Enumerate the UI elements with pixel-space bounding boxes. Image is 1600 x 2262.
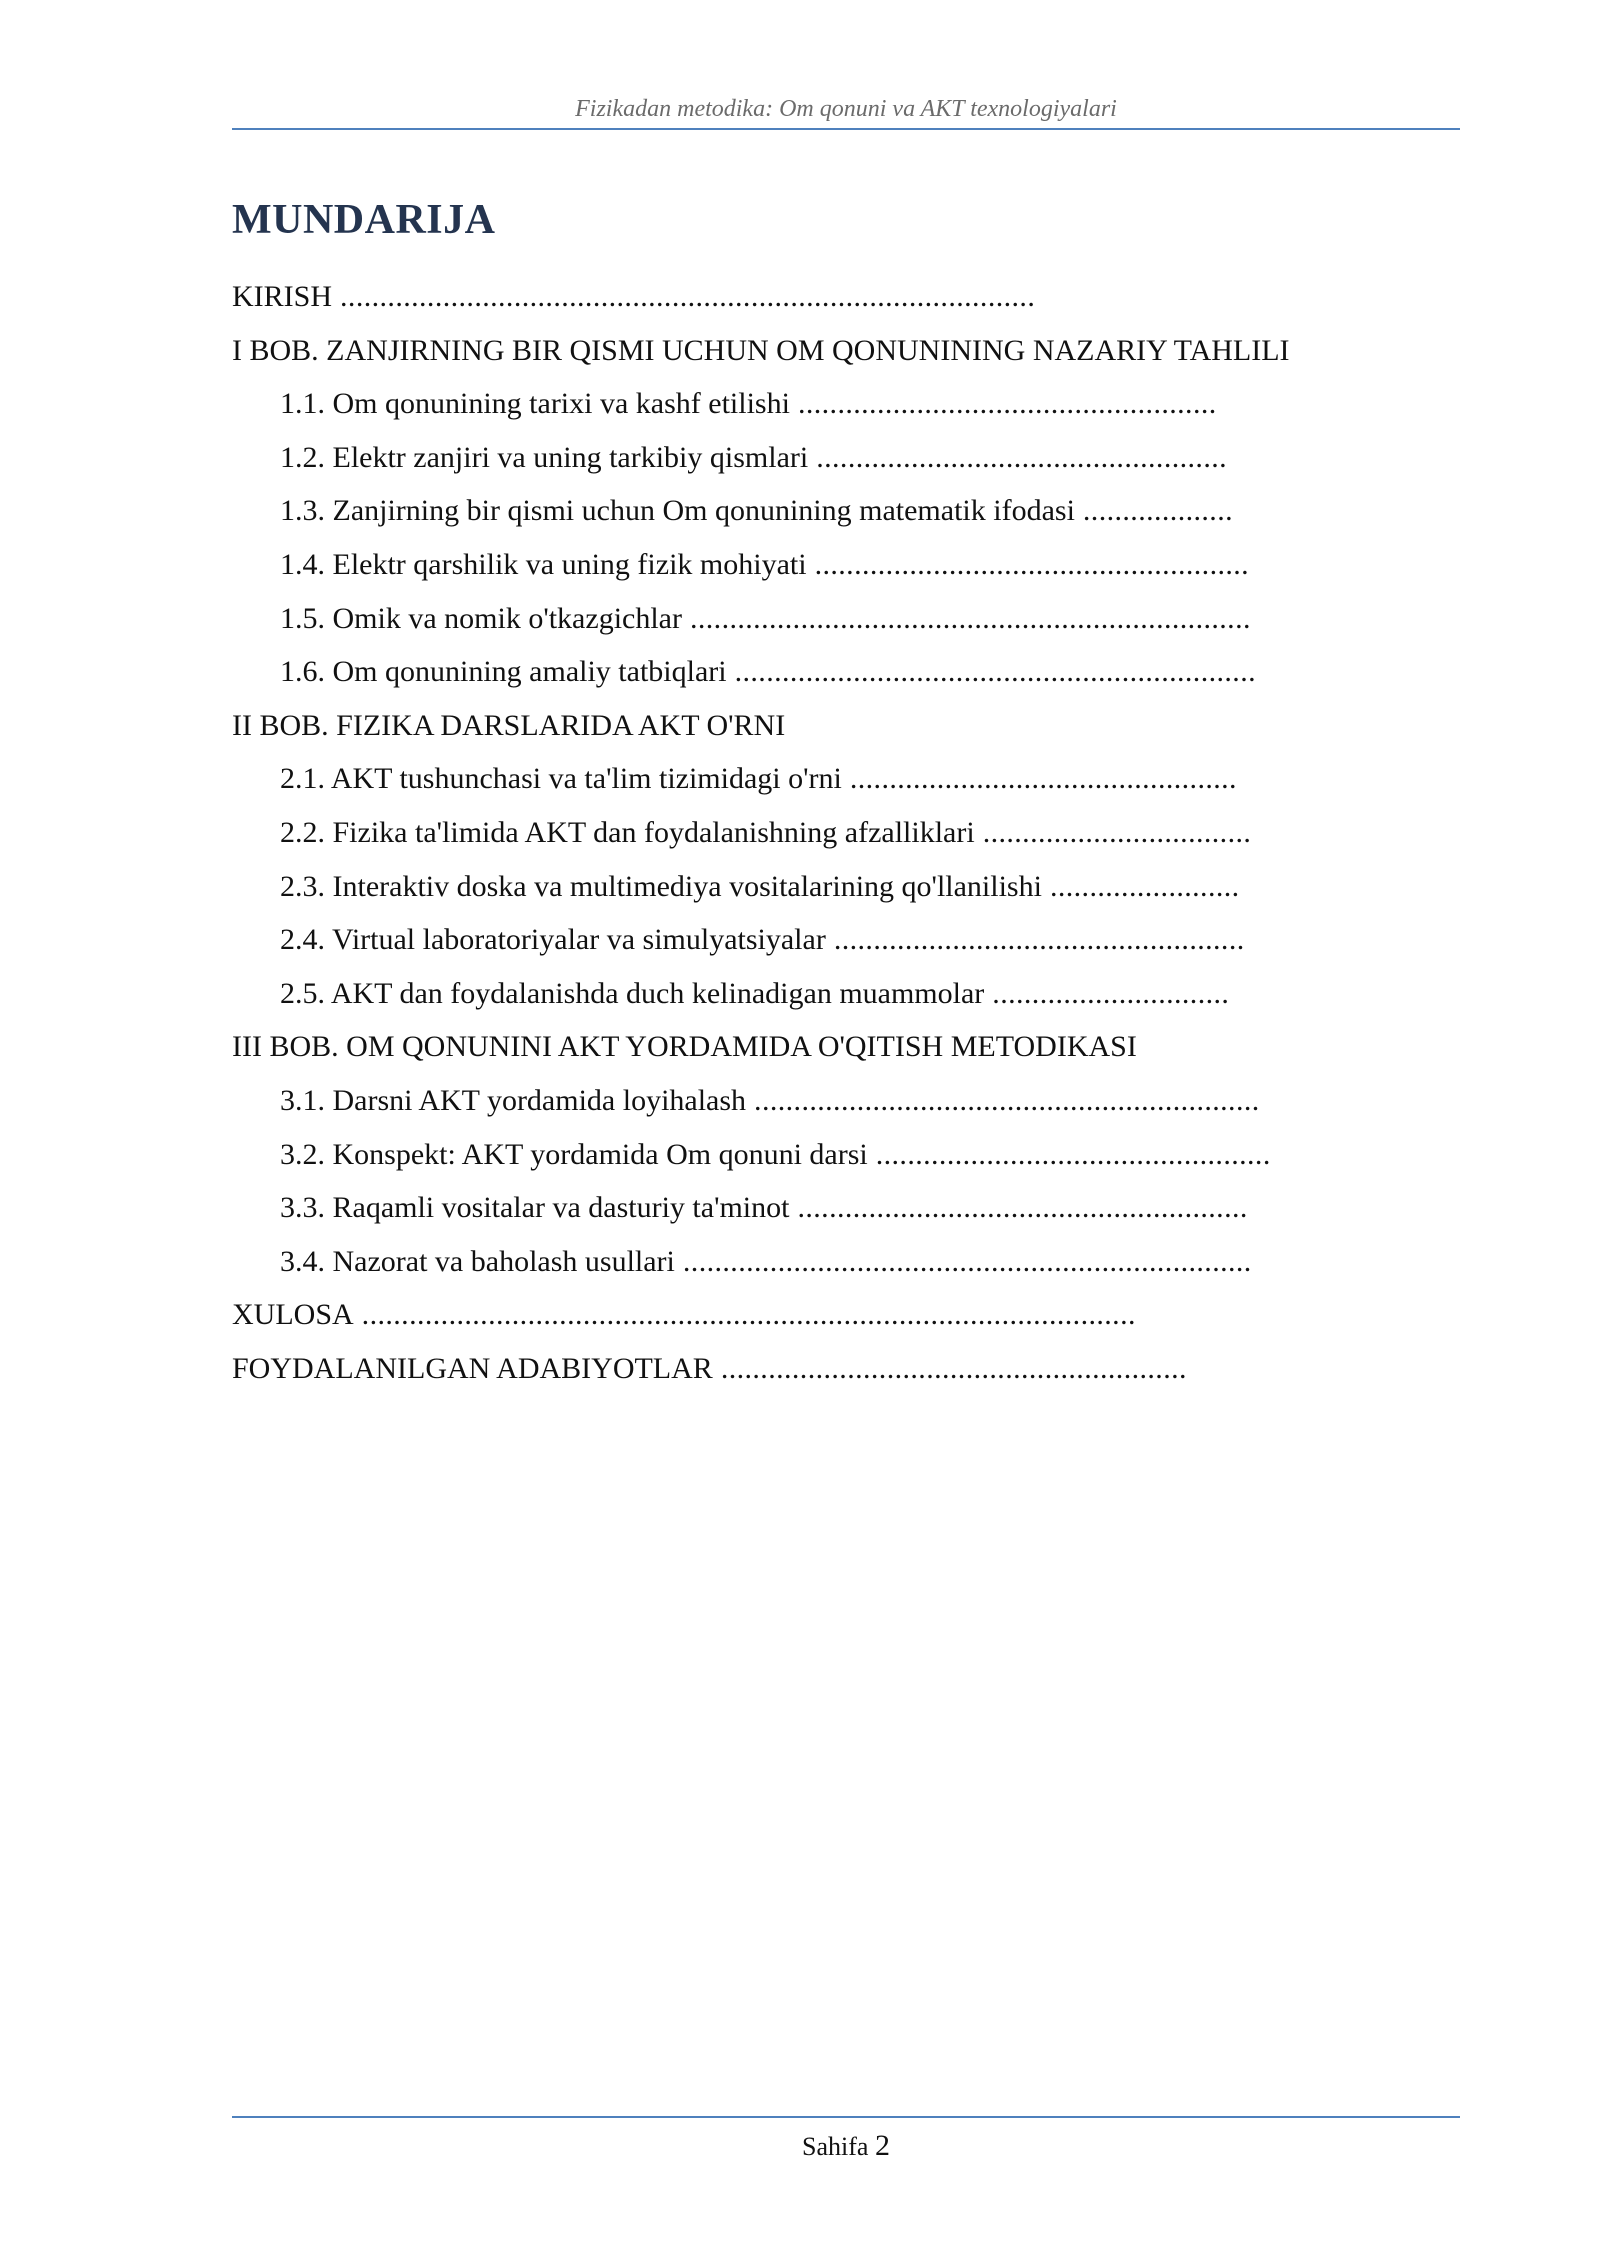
toc-item-label: 1.3. Zanjirning bir qismi uchun Om qonunining matematik ifodasi xyxy=(280,494,1075,528)
toc-leader-dots: ....................................................................... xyxy=(689,601,1251,635)
toc-item-2-5[interactable] xyxy=(232,967,1460,1021)
toc-item-label: 1.2. Elektr zanjiri va uning tarkibiy qismlari xyxy=(280,440,809,474)
toc-item-label: 1.5. Omik va nomik o'tkazgichlar xyxy=(280,601,682,635)
toc-item-label: I BOB. ZANJIRNING BIR QISMI UCHUN OM QONUNINING NAZARIY TAHLILI xyxy=(232,333,1290,367)
toc-item-label: 2.5. AKT dan foydalanishda duch kelinadigan muammolar xyxy=(280,976,985,1010)
toc-item-label: II BOB. FIZIKA DARSLARIDA AKT O'RNI xyxy=(232,708,786,742)
toc-item-1-5[interactable] xyxy=(232,592,1460,646)
toc-item-xulosa[interactable] xyxy=(232,1288,1460,1342)
toc-item-label: KIRISH xyxy=(232,280,333,313)
table-of-contents xyxy=(232,270,1460,1395)
toc-leader-dots: ................................................. xyxy=(849,762,1237,796)
toc-leader-dots: ................... xyxy=(1082,494,1234,528)
toc-item-label: 1.4. Elektr qarshilik va uning fizik mohiyati xyxy=(280,547,807,581)
toc-leader-dots: .................................................................................................. xyxy=(361,1298,1136,1332)
toc-item-1-2[interactable] xyxy=(232,431,1460,485)
toc-item-3-4[interactable] xyxy=(232,1235,1460,1289)
toc-item-label: 1.6. Om qonunining amaliy tatbiqlari xyxy=(280,655,727,689)
toc-item-2-2[interactable] xyxy=(232,806,1460,860)
toc-item-3-3[interactable] xyxy=(232,1181,1460,1235)
toc-leader-dots: ........................................................................ xyxy=(682,1244,1252,1278)
toc-item-2-1[interactable] xyxy=(232,752,1460,806)
toc-item-label: 3.4. Nazorat va baholash usullari xyxy=(280,1244,675,1278)
page-number: 2 xyxy=(874,2129,890,2162)
toc-item-kirish[interactable] xyxy=(232,270,1460,324)
toc-item-label: III BOB. OM QONUNINI AKT YORDAMIDA O'QITISH METODIKASI xyxy=(232,1030,1137,1064)
toc-chapter-1[interactable] xyxy=(232,324,1460,378)
toc-item-label: 3.1. Darsni AKT yordamida loyihalash xyxy=(280,1083,747,1117)
toc-item-2-3[interactable] xyxy=(232,860,1460,914)
toc-item-1-1[interactable] xyxy=(232,377,1460,431)
toc-item-1-4[interactable] xyxy=(232,538,1460,592)
toc-leader-dots: .............................. xyxy=(992,976,1230,1010)
toc-leader-dots: .................................................................. xyxy=(734,655,1257,689)
toc-item-adabiyotlar[interactable] xyxy=(232,1342,1460,1396)
toc-item-3-1[interactable] xyxy=(232,1074,1460,1128)
footer-page-label: Sahifa xyxy=(802,2132,869,2161)
toc-leader-dots: ........................ xyxy=(1049,869,1240,903)
toc-leader-dots: ........................................................................................ xyxy=(340,280,1036,313)
toc-leader-dots: ......................................................... xyxy=(797,1191,1248,1225)
toc-item-1-6[interactable] xyxy=(232,645,1460,699)
toc-leader-dots: .................................................. xyxy=(875,1137,1271,1171)
toc-item-label: XULOSA xyxy=(232,1298,354,1332)
header-divider xyxy=(232,128,1460,130)
toc-leader-dots: ........................................................... xyxy=(720,1351,1187,1385)
toc-leader-dots: ....................................................... xyxy=(814,547,1250,581)
running-header: Fizikadan metodika: Om qonuni va AKT texnologiyalari xyxy=(575,96,1117,122)
toc-leader-dots: .................................................... xyxy=(833,923,1245,957)
toc-leader-dots: ..................................................... xyxy=(797,387,1217,421)
toc-item-label: FOYDALANILGAN ADABIYOTLAR xyxy=(232,1351,713,1385)
footer-divider xyxy=(232,2116,1460,2118)
toc-item-label: 2.1. AKT tushunchasi va ta'lim tizimidagi o'rni xyxy=(280,762,842,796)
page-footer xyxy=(232,2128,1460,2165)
toc-item-label: 2.4. Virtual laboratoriyalar va simulyatsiyalar xyxy=(280,923,826,957)
toc-leader-dots: ................................................................ xyxy=(754,1083,1260,1117)
toc-chapter-2[interactable] xyxy=(232,699,1460,753)
toc-item-label: 2.3. Interaktiv doska va multimediya vositalarining qo'llanilishi xyxy=(280,869,1042,903)
toc-item-3-2[interactable] xyxy=(232,1128,1460,1182)
toc-item-label: 1.1. Om qonunining tarixi va kashf etilishi xyxy=(280,387,790,421)
toc-leader-dots: .................................. xyxy=(982,815,1252,849)
toc-item-1-3[interactable] xyxy=(232,484,1460,538)
toc-leader-dots: .................................................... xyxy=(816,440,1228,474)
page-title: MUNDARIJA xyxy=(232,197,496,243)
toc-item-label: 3.3. Raqamli vositalar va dasturiy ta'minot xyxy=(280,1191,790,1225)
toc-item-2-4[interactable] xyxy=(232,913,1460,967)
toc-chapter-3[interactable] xyxy=(232,1020,1460,1074)
toc-item-label: 2.2. Fizika ta'limida AKT dan foydalanishning afzalliklari xyxy=(280,815,975,849)
toc-item-label: 3.2. Konspekt: AKT yordamida Om qonuni darsi xyxy=(280,1137,868,1171)
